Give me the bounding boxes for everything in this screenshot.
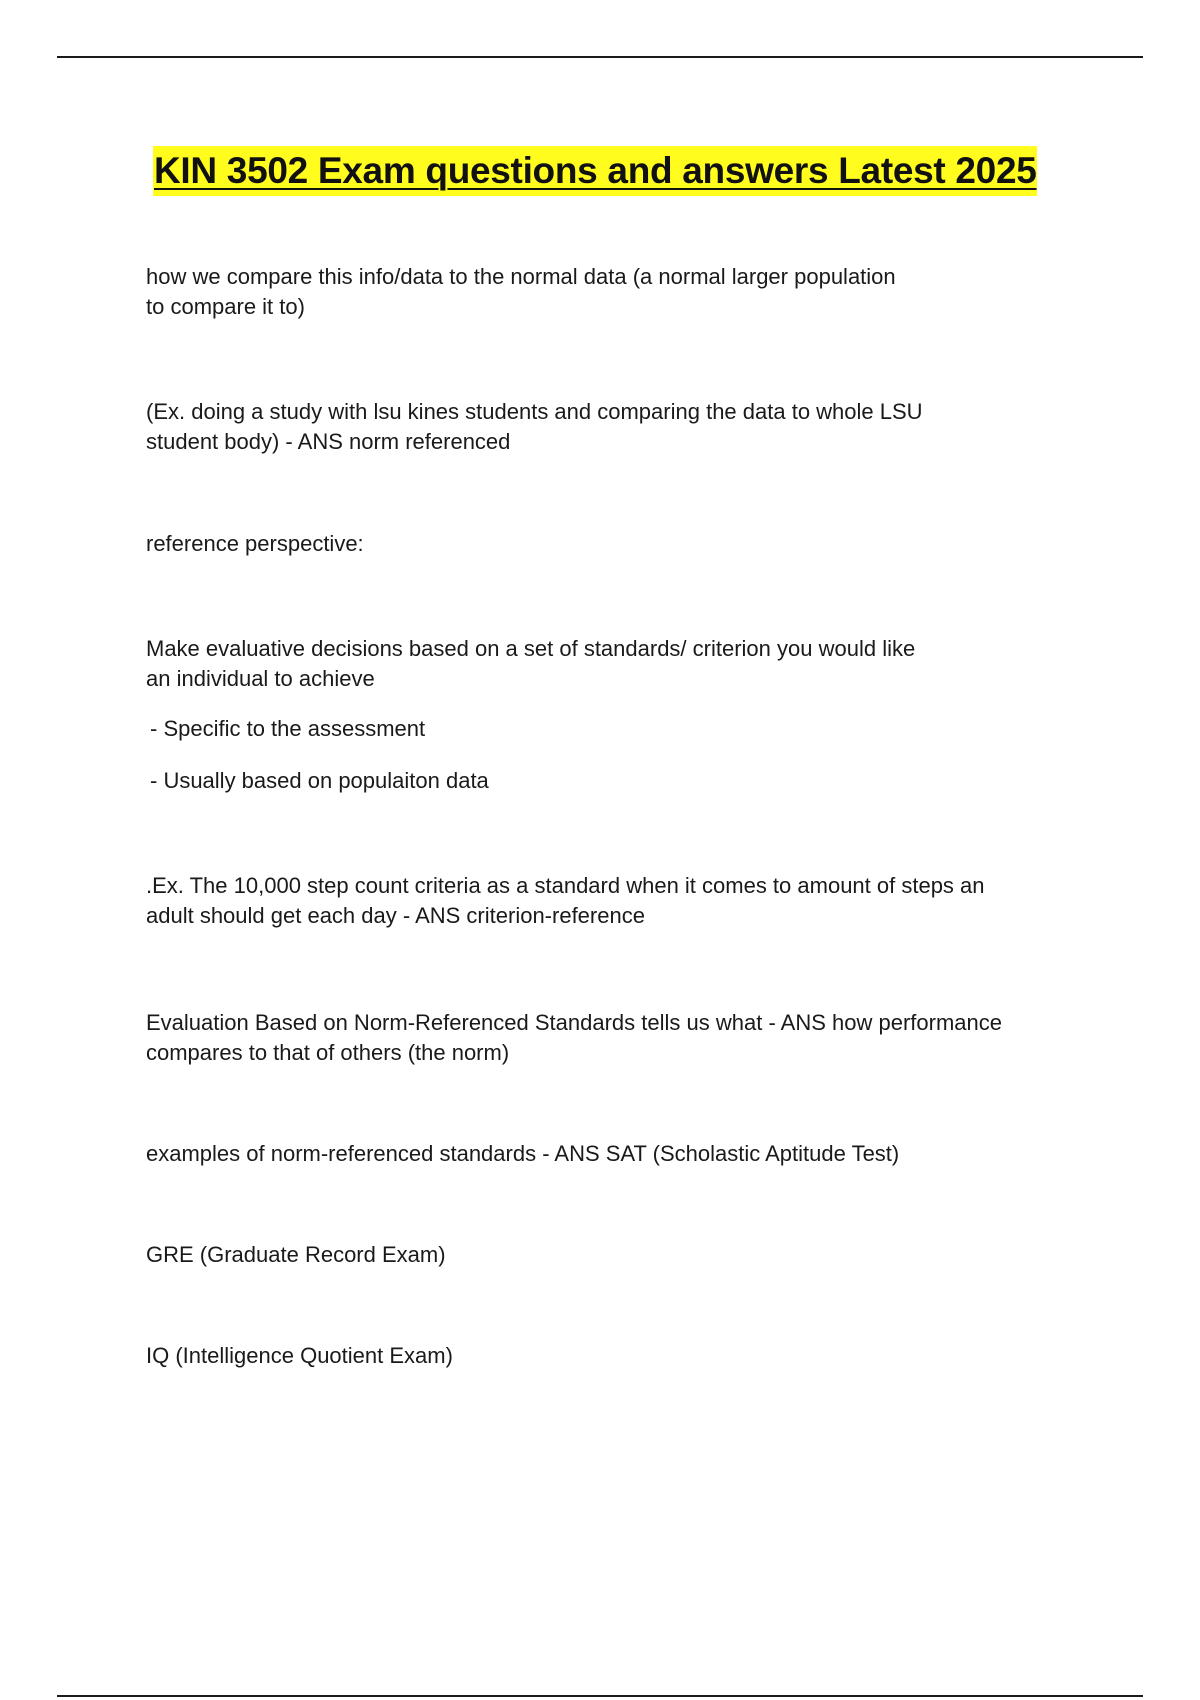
bullet-item-2: - Usually based on populaiton data xyxy=(150,768,489,793)
paragraph-6: Evaluation Based on Norm-Referenced Standards tells us what - ANS how performance compares to that of others (the norm) xyxy=(146,1010,1002,1065)
bottom-rule xyxy=(57,1695,1143,1697)
bullet-item-1: - Specific to the assessment xyxy=(150,716,426,741)
top-rule xyxy=(57,56,1143,58)
paragraph-7: examples of norm-referenced standards - ANS SAT (Scholastic Aptitude Test) xyxy=(146,1141,900,1166)
paragraph-5: .Ex. The 10,000 step count criteria as a standard when it comes to amount of steps an adult should get each day - ANS criterion-reference xyxy=(146,873,985,928)
paragraph-8: GRE (Graduate Record Exam) xyxy=(146,1242,446,1267)
paragraph-2: (Ex. doing a study with lsu kines students and comparing the data to whole LSU student body) - ANS norm referenced xyxy=(146,399,923,454)
paragraph-1: how we compare this info/data to the normal data (a normal larger population to compare it to) xyxy=(146,264,896,319)
title-block xyxy=(153,146,1080,198)
paragraph-9: IQ (Intelligence Quotient Exam) xyxy=(146,1343,453,1368)
paragraph-3: reference perspective: xyxy=(146,531,364,556)
document-title: KIN 3502 Exam questions and answers Latest 2025 xyxy=(153,146,1037,196)
paragraph-4: Make evaluative decisions based on a set of standards/ criterion you would like an individual to achieve xyxy=(146,636,916,691)
